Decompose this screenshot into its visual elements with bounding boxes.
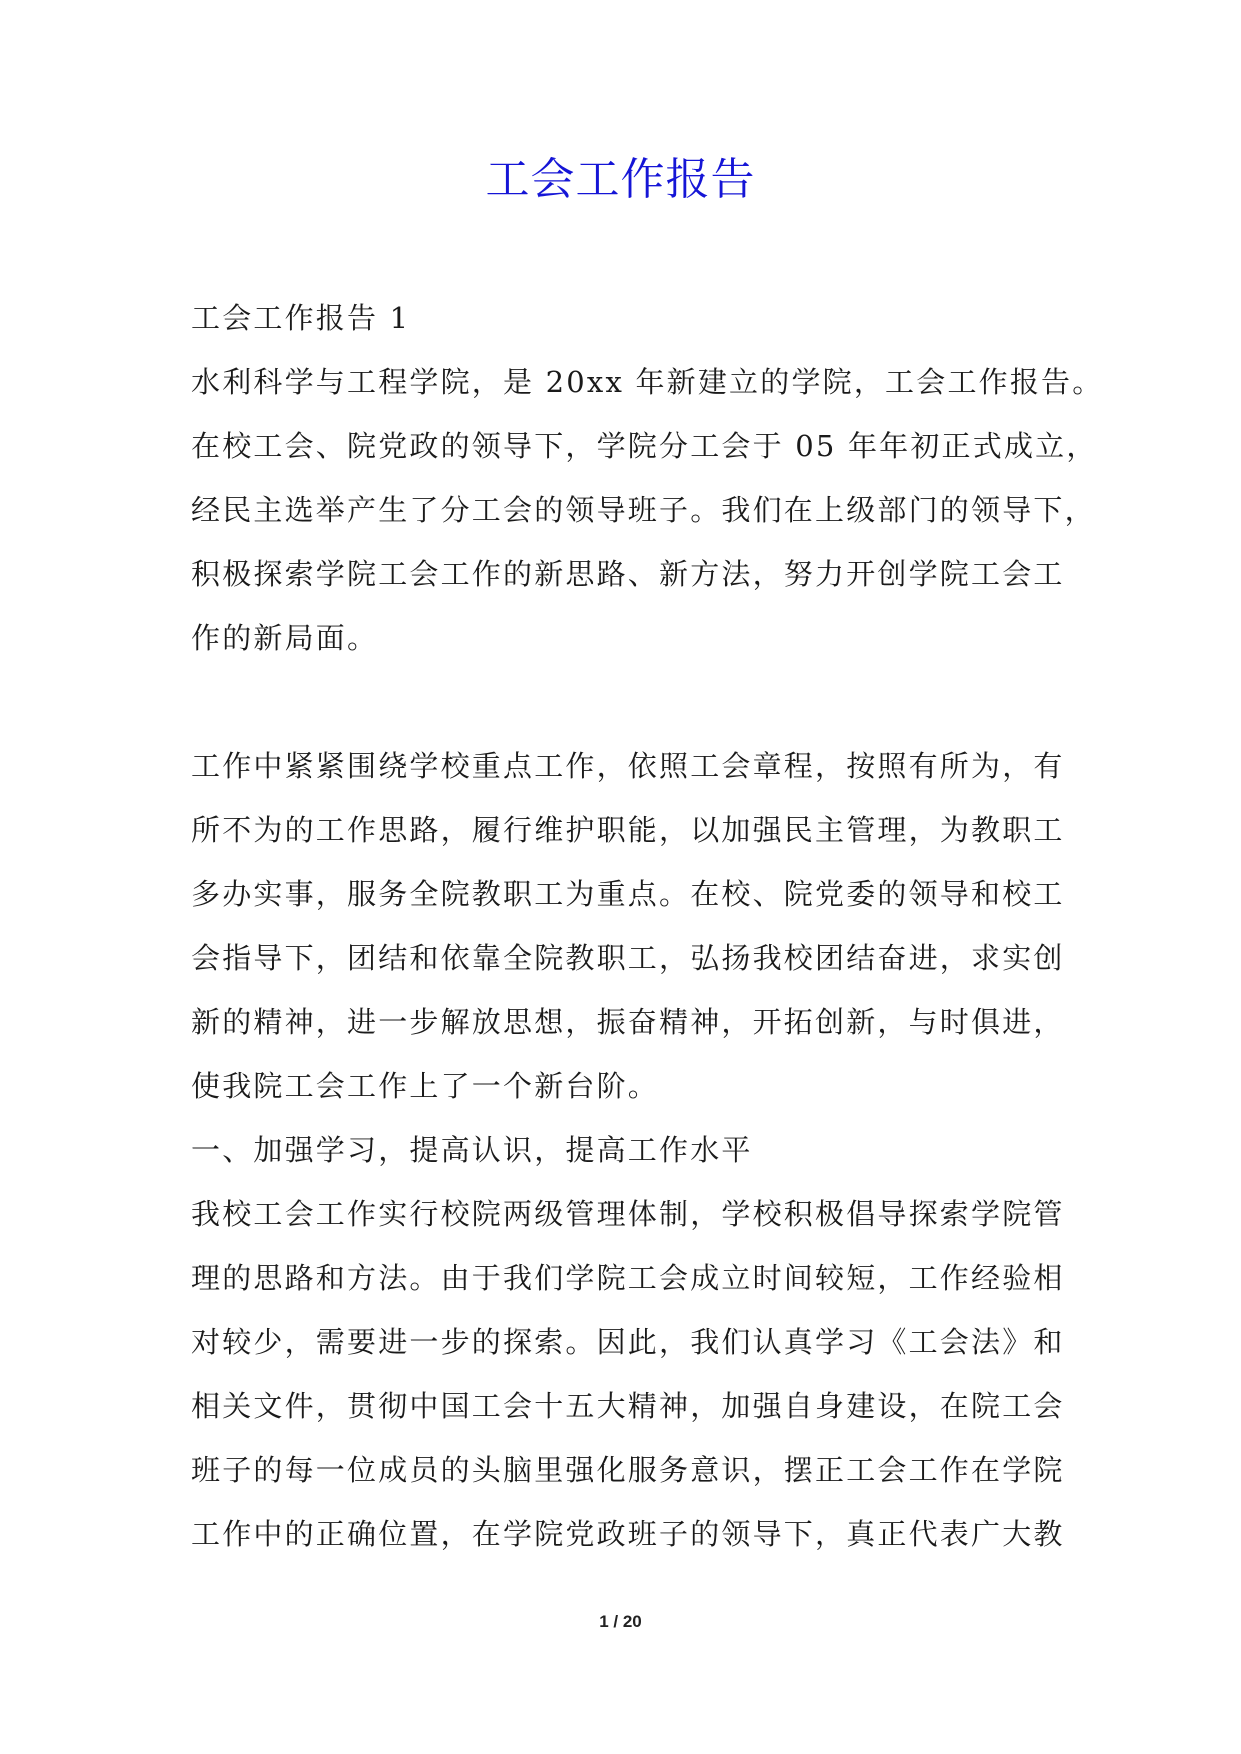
text-line: 在校工会、院党政的领导下，学院分工会于 05 年年初正式成立，: [191, 429, 1098, 463]
text-line: 理的思路和方法。由于我们学院工会成立时间较短，工作经验相: [191, 1261, 1065, 1295]
text-line: 对较少，需要进一步的探索。因此，我们认真学习《工会法》和: [191, 1325, 1065, 1359]
section-heading: 一、加强学习，提高认识，提高工作水平: [191, 1133, 753, 1167]
paragraph-gap: [191, 670, 1071, 734]
text-line: 使我院工会工作上了一个新台阶。: [191, 1069, 660, 1103]
text-line: 工作中的正确位置，在学院党政班子的领导下，真正代表广大教: [191, 1517, 1065, 1551]
text-line: 工作中紧紧围绕学校重点工作，依照工会章程，按照有所为，有: [191, 749, 1065, 783]
text-line: 新的精神，进一步解放思想，振奋精神，开拓创新，与时俱进，: [191, 1005, 1065, 1039]
text-line: 水利科学与工程学院，是 20xx 年新建立的学院，工会工作报告。: [191, 365, 1104, 399]
document-title: 工会工作报告: [485, 154, 756, 205]
text-line: 我校工会工作实行校院两级管理体制，学校积极倡导探索学院管: [191, 1197, 1065, 1231]
section-heading: 工会工作报告 1: [191, 301, 411, 335]
text-line: 相关文件，贯彻中国工会十五大精神，加强自身建设，在院工会: [191, 1389, 1065, 1423]
text-line: 班子的每一位成员的头脑里强化服务意识，摆正工会工作在学院: [191, 1453, 1065, 1487]
text-line: 积极探索学院工会工作的新思路、新方法，努力开创学院工会工: [191, 557, 1065, 591]
text-line: 作的新局面。: [191, 621, 379, 655]
document-body: [191, 286, 1104, 1566]
text-line: 会指导下，团结和依靠全院教职工，弘扬我校团结奋进，求实创: [191, 941, 1065, 975]
page-number: 1 / 20: [599, 1612, 642, 1631]
text-line: 多办实事，服务全院教职工为重点。在校、院党委的领导和校工: [191, 877, 1065, 911]
text-line: 经民主选举产生了分工会的领导班子。我们在上级部门的领导下，: [191, 493, 1096, 527]
text-line: 所不为的工作思路，履行维护职能，以加强民主管理，为教职工: [191, 813, 1065, 847]
